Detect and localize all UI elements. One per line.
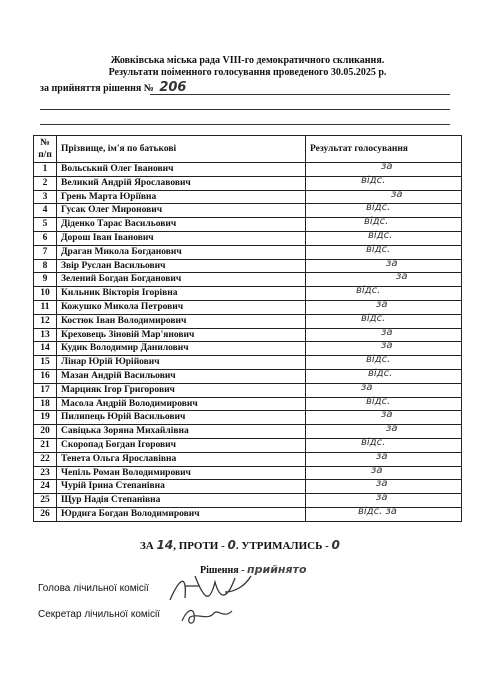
table-row [34,356,462,370]
vote-result: відс. [366,395,391,407]
utr-label: УТРИМАЛИСЬ - [241,540,329,552]
vote-result: за [386,257,398,269]
row-number: 23 [34,466,57,480]
table-row [34,507,462,521]
vote-totals: ЗА 14, ПРОТИ - 0. УТРИМАЛИСЬ - 0 [140,538,340,552]
deputy-name: Мазан Андрій Васильович [57,369,306,383]
deputy-name: Щур Надія Степанівна [57,494,306,508]
decision-underline [150,94,450,95]
deputy-name: Зелений Богдан Богданович [57,273,306,287]
row-number: 6 [34,231,57,245]
row-number: 11 [34,300,57,314]
deputy-name: Драган Микола Богданович [57,245,306,259]
voting-table [33,135,462,522]
secretary-signature [178,603,238,627]
table-row [34,287,462,301]
vote-results-title: Результати поіменного голосування проведеного 30.05.2025 р. [108,67,387,78]
table-row [34,480,462,494]
vote-result: відс. [368,367,393,379]
deputy-name: Масола Андрій Володимирович [57,397,306,411]
vote-result: відс. [356,285,381,297]
blank-line [40,109,450,110]
row-number: 21 [34,438,57,452]
col-result-header: Результат голосування [306,136,462,163]
proty-value: 0 [227,538,236,552]
deputy-name: Марцияк Ігор Григорович [57,383,306,397]
vote-result: відс. за [358,505,397,517]
table-row [34,452,462,466]
vote-cell [306,369,462,383]
table-row [34,218,462,232]
deputy-name: Грень Марта Юріївна [57,190,306,204]
row-number: 12 [34,314,57,328]
vote-cell [306,176,462,190]
vote-result: за [381,340,393,352]
vote-result: відс. [364,216,389,228]
table-row [34,425,462,439]
row-number: 3 [34,190,57,204]
deputy-name: Юрдига Богдан Володимирович [57,507,306,521]
deputy-name: Савіцька Зоряна Михайлівна [57,425,306,439]
decision-line [40,80,186,95]
row-number: 8 [34,259,57,273]
vote-result: відс. [361,312,386,324]
deputy-name: Великий Андрій Ярославович [57,176,306,190]
table-row [34,204,462,218]
chair-label: Голова лічильної комісії [38,583,149,594]
row-number: 10 [34,287,57,301]
table-header-row [34,136,462,163]
vote-result: за [381,409,393,421]
deputy-name: Гусак Олег Миронович [57,204,306,218]
row-number: 19 [34,411,57,425]
vote-result: за [371,464,383,476]
vote-result: відс. [361,174,386,186]
proty-label: ПРОТИ - [178,540,225,552]
vote-cell [306,273,462,287]
deputy-name: Кудик Володимир Данилович [57,342,306,356]
result-value: прийнято [247,563,307,576]
secretary-label: Секретар лічильної комісії [38,609,161,620]
table-row [34,397,462,411]
table-row [34,314,462,328]
row-number: 14 [34,342,57,356]
utr-value: 0 [331,538,340,552]
deputy-name: Костюк Іван Володимирович [57,314,306,328]
row-number: 24 [34,480,57,494]
row-number: 20 [34,425,57,439]
vote-cell [306,452,462,466]
vote-cell [306,411,462,425]
table-row [34,190,462,204]
table-row [34,438,462,452]
deputy-name: Чурій Ірина Степанівна [57,480,306,494]
decision-label: за прийняття рішення № [40,83,154,94]
council-title: Жовківська міська рада VIII-го демократичного скликання. [110,55,385,66]
row-number: 4 [34,204,57,218]
deputy-name: Скоропад Богдан Ігорович [57,438,306,452]
row-number: 5 [34,218,57,232]
table-row [34,300,462,314]
result-label: Рішення - [200,565,245,576]
vote-result: відс. [368,229,393,241]
deputy-name: Вольський Олег Іванович [57,163,306,177]
deputy-name: Діденко Тарас Васильович [57,218,306,232]
deputy-name: Тенета Ольга Ярославівна [57,452,306,466]
vote-cell [306,245,462,259]
vote-result: за [376,478,388,490]
vote-result: за [391,188,403,200]
table-row [34,231,462,245]
row-number: 15 [34,356,57,370]
col-name-header: Прізвище, ім'я по батькові [57,136,306,163]
vote-result: за [376,492,388,504]
row-number: 2 [34,176,57,190]
deputy-name: Чепіль Роман Володимирович [57,466,306,480]
vote-result: за [376,298,388,310]
vote-result: відс. [361,436,386,448]
row-number: 17 [34,383,57,397]
row-number: 25 [34,494,57,508]
vote-result: за [361,381,373,393]
table-row [34,163,462,177]
deputy-name: Лінар Юрій Юрійович [57,356,306,370]
vote-result: відс. [366,202,391,214]
row-number: 7 [34,245,57,259]
table-row [34,328,462,342]
table-row [34,383,462,397]
vote-result: відс. [366,243,391,255]
deputy-name: Дорош Іван Іванович [57,231,306,245]
vote-result: за [396,271,408,283]
row-number: 13 [34,328,57,342]
row-number: 16 [34,369,57,383]
vote-result: за [381,161,393,172]
row-number: 26 [34,507,57,521]
vote-result: за [376,450,388,462]
blank-line [40,124,450,125]
za-value: 14 [156,538,174,552]
table-row [34,466,462,480]
table-row [34,494,462,508]
row-number: 18 [34,397,57,411]
vote-cell [306,507,462,521]
vote-cell [306,259,462,273]
row-number: 9 [34,273,57,287]
table-row [34,369,462,383]
deputy-name: Пилипець Юрій Васильович [57,411,306,425]
row-number: 1 [34,163,57,177]
row-number: 22 [34,452,57,466]
vote-result: відс. [366,354,391,366]
table-row [34,273,462,287]
deputy-name: Кильник Вікторія Ігорівна [57,287,306,301]
vote-result: за [381,326,393,338]
deputy-name: Кожушко Микола Петрович [57,300,306,314]
col-num-header: № п/п [34,136,57,163]
deputy-name: Креховець Зіновій Мар'янович [57,328,306,342]
za-label: ЗА [140,540,154,552]
decision-number: 206 [159,80,187,95]
table-row [34,342,462,356]
deputy-name: Звір Руслан Васильович [57,259,306,273]
vote-result: за [386,423,398,435]
